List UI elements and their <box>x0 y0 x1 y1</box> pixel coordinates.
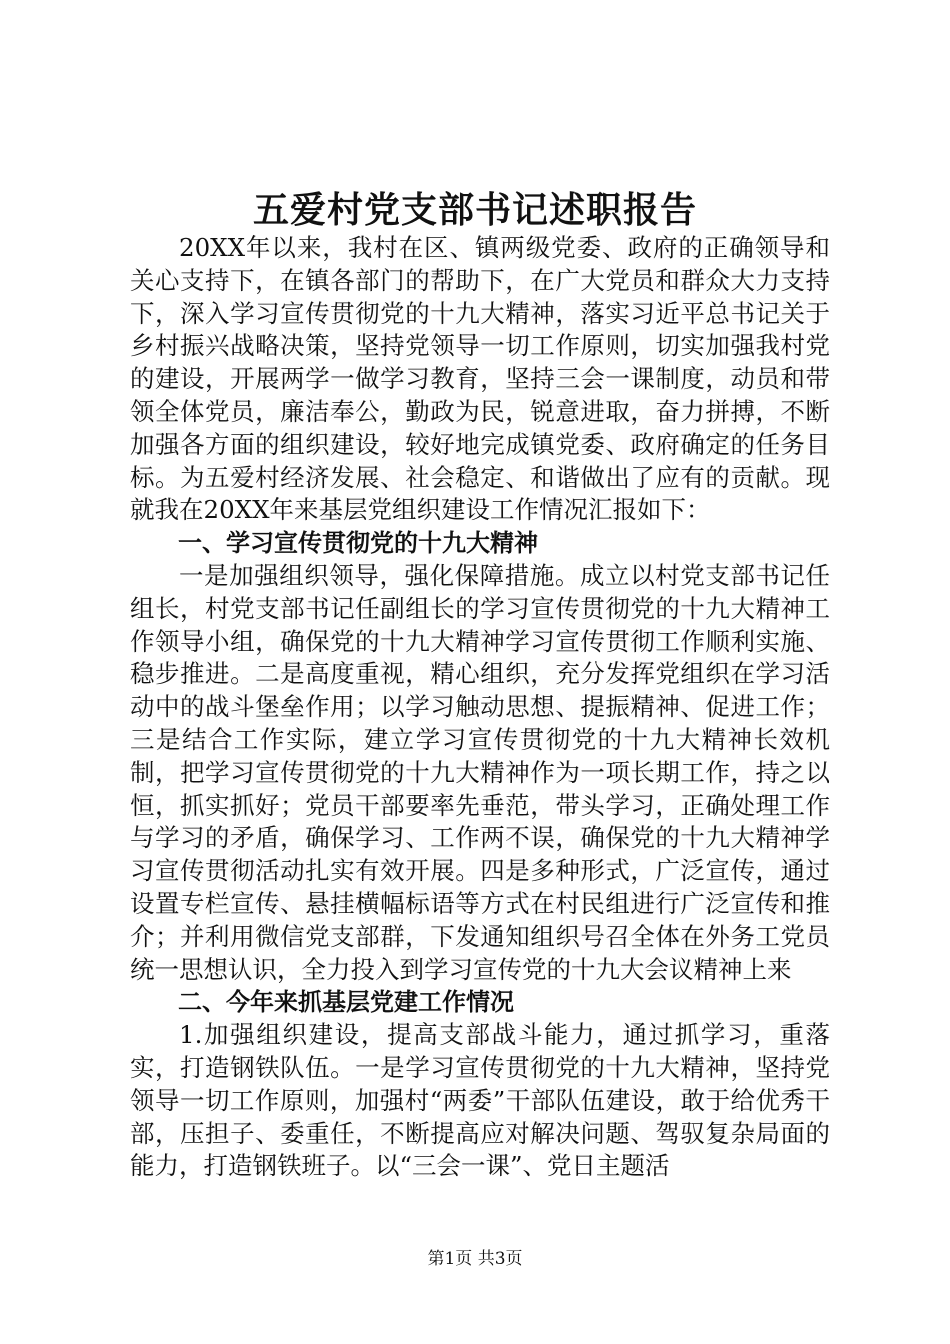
page-footer: 第1页 共3页 <box>427 1249 523 1269</box>
section-2-paragraph: 1.加强组织建设，提高支部战斗能力，通过抓学习，重落实，打造钢铁队伍。一是学习宣传贯彻党的十九大精神，坚持党领导一切工作原则，加强村“两委”干部队伍建设，敢于给优秀干部，压担子、委重任，不断提高应对解决问题、驾驭复杂局面的能力，打造钢铁班子。以“三会一课”、党日主题活 <box>130 1020 830 1181</box>
section-1-paragraph: 一是加强组织领导，强化保障措施。成立以村党支部书记任组长，村党支部书记任副组长的学习宣传贯彻党的十九大精神工作领导小组，确保党的十九大精神学习宣传贯彻工作顺利实施、稳步推进。二是高度重视，精心组织，充分发挥党组织在学习活动中的战斗堡垒作用；以学习触动思想、提振精神、促进工作；三是结合工作实际，建立学习宣传贯彻党的十九大精神长效机制，把学习宣传贯彻党的十九大精神作为一项长期工作，持之以恒，抓实抓好；党员干部要率先垂范，带头学习，正确处理工作与学习的矛盾，确保学习、工作两不误，确保党的十九大精神学习宣传贯彻活动扎实有效开展。四是多种形式，广泛宣传，通过设置专栏宣传、悬挂横幅标语等方式在村民组进行广泛宣传和推介；并利用微信党支部群，下发通知组织号召全体在外务工党员统一思想认识，全力投入到学习宣传党的十九大会议精神上来 <box>130 560 830 984</box>
document-body <box>130 232 830 1183</box>
intro-paragraph: 20XX年以来，我村在区、镇两级党委、政府的正确领导和关心支持下，在镇各部门的帮助下，在广大党员和群众大力支持下，深入学习宣传贯彻党的十九大精神，落实习近平总书记关于乡村振兴战略决策，坚持党领导一切工作原则，切实加强我村党的建设，开展两学一做学习教育，坚持三会一课制度，动员和带领全体党员，廉洁奉公，勤政为民，锐意进取，奋力拼搏，不断加强各方面的组织建设，较好地完成镇党委、政府确定的任务目标。为五爱村经济发展、社会稳定、和谐做出了应有的贡献。现就我在20XX年来基层党组织建设工作情况汇报如下： <box>130 233 830 525</box>
section-1-heading: 一、学习宣传贯彻党的十九大精神 <box>178 529 538 558</box>
document-title: 五爱村党支部书记述职报告 <box>252 189 697 231</box>
section-2-heading: 二、今年来抓基层党建工作情况 <box>178 988 514 1017</box>
